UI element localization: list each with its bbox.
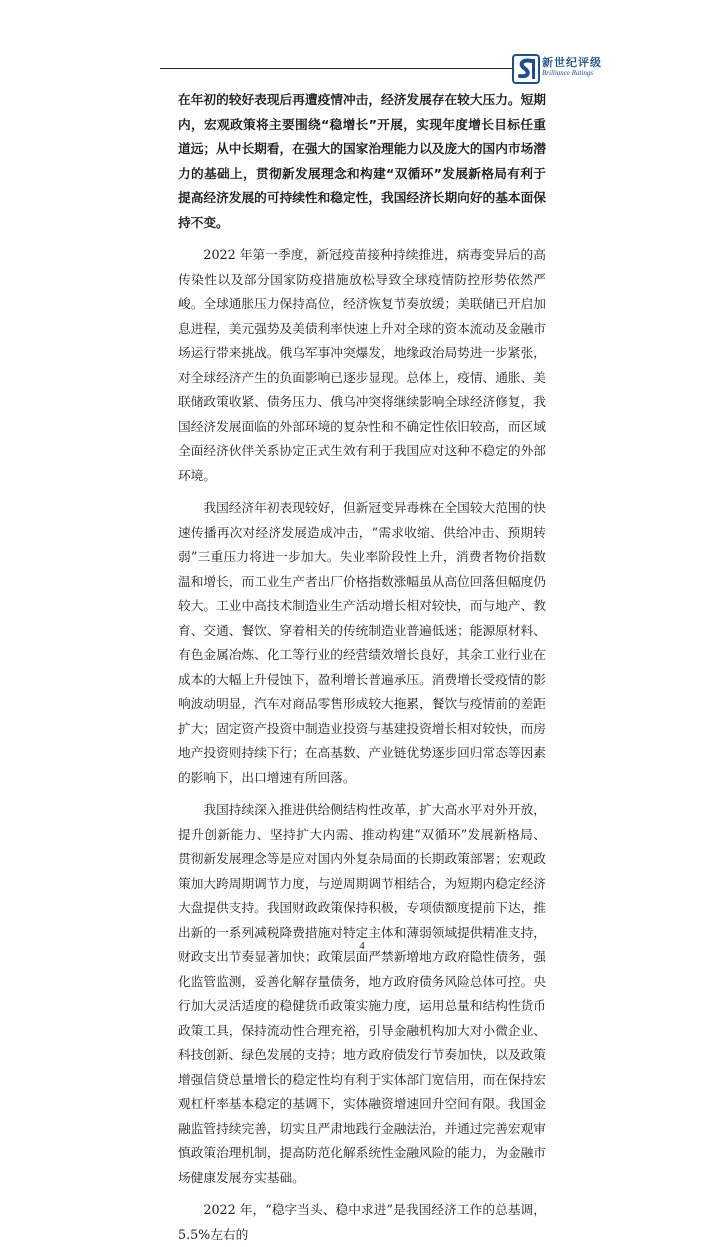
global-environment-paragraph: 2022 年第一季度，新冠疫苗接种持续推进，病毒变异后的高传染性以及部分国家防疫措施放松导致全球疫情防控形势依然严峻。全球通胀压力保持高位，经济恢复节奏放缓；美联储已开启加息进程，美元强势及美债利率快速上升对全球的资本流动及金融市场运行带来挑战。俄乌军事冲突爆发，地缘政治局势进一步紧张，对全球经济产生的负面影响已逐步显现。总体上，疫情、通胀、美联储政策收紧、债务压力、俄乌冲突将继续影响全球经济修复，我国经济发展面临的外部环境的复杂性和不确定性依旧较高，而区域全面经济伙伴关系协定正式生效有利于我国应对这种不稳定的外部环境。 [178, 247, 546, 483]
outlook-paragraph: 2022 年，“稳字当头、稳中求进”是我国经济工作的总基调，5.5%左右的 [178, 1202, 546, 1242]
header-rule [160, 68, 512, 69]
logo-mark-icon [512, 54, 540, 84]
page-number: 4 [359, 940, 365, 952]
policy-paragraph: 我国持续深入推进供给侧结构性改革，扩大高水平对外开放，提升创新能力、坚持扩大内需、推动构建“双循环”发展新格局、贯彻新发展理念等是应对国内外复杂局面的长期政策部署；宏观政策加大跨周期调节力度，与逆周期调节相结合，为短期内稳定经济大盘提供支持。我国财政政策保持积极，专项债额度提前下达，推出新的一系列减税降费措施对特定主体和薄弱领域提供精准支持，财政支出节奏显著加快；政策层面严禁新增地方政府隐性债务，强化监管监测，妥善化解存量债务，地方政府债务风险总体可控。央行加大灵活适度的稳健货币政策实施力度，运用总量和结构性货币政策工具，保持流动性合理充裕，引导金融机构加大对小微企业、科技创新、绿色发展的支持；地方政府债发行节奏加快，以及政策增强信贷总量增长的稳定性均有利于实体部门宽信用，而在保持宏观杠杆率基本稳定的基调下，实体融资增速回升空间有限。我国金融监管持续完善，切实且严肃地践行金融法治，并通过完善宏观审慎政策治理机制，提高防范化解系统性金融风险的能力，为金融市场健康发展夯实基础。 [178, 802, 546, 1185]
logo-chinese-name: 新世纪评级 [542, 56, 602, 69]
summary-paragraph: 在年初的较好表现后再遭疫情冲击，经济发展存在较大压力。短期内，宏观政策将主要围绕“稳增长”开展，实现年度增长目标任重道远；从中长期看，在强大的国家治理能力以及庞大的国内市场潜力的基础上，贯彻新发展理念和构建“双循环”发展新格局有利于提高经济发展的可持续性和稳定性，我国经济长期向好的基本面保持不变。 [178, 92, 546, 230]
logo-english-name: Brilliance Ratings [542, 69, 594, 77]
company-logo [512, 54, 602, 84]
domestic-economy-paragraph: 我国经济年初表现较好，但新冠变异毒株在全国较大范围的快速传播再次对经济发展造成冲击，“需求收缩、供给冲击、预期转弱”三重压力将进一步加大。失业率阶段性上升，消费者物价指数温和增长，而工业生产者出厂价格指数涨幅虽从高位回落但幅度仍较大。工业中高技术制造业生产活动增长相对较快，而与地产、教育、交通、餐饮、穿着相关的传统制造业普遍低迷；能源原材料、有色金属冶炼、化工等行业的经营绩效增长良好，其余工业行业在成本的大幅上升侵蚀下，盈利增长普遍承压。消费增长受疫情的影响波动明显，汽车对商品零售形成较大拖累，餐饮与疫情前的差距扩大；固定资产投资中制造业投资与基建投资增长相对较快，而房地产投资则持续下行；在高基数、产业链优势逐步回归常态等因素的影响下，出口增速有所回落。 [178, 500, 546, 785]
document-body [178, 88, 546, 1247]
